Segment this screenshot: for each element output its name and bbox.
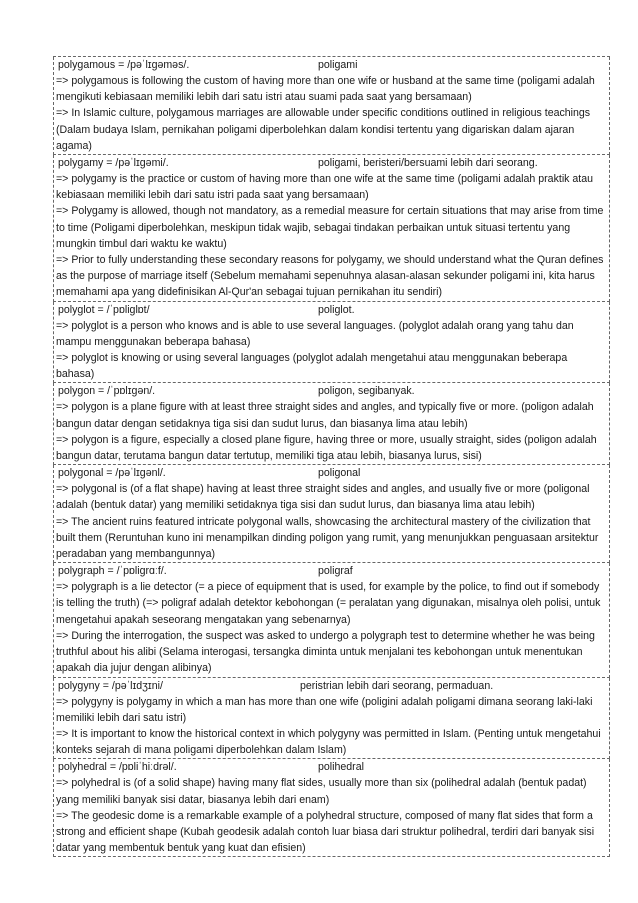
- glossary-entry: [53, 759, 610, 857]
- entry-heading: [56, 155, 607, 171]
- entry-example-line: => polygyny is polygamy in which a man has more than one wife (poligini adalah poligami dimana seorang laki-laki memiliki lebih dari satu istri): [56, 695, 593, 724]
- entry-example-line: => polygon is a figure, especially a closed plane figure, having three or more, usually straight, sides (poligon adalah bangun datar, terutama bangun datar tertutup, memiliki tiga atau lebih, biasanya lurus, sisi): [56, 433, 597, 463]
- entry-heading: [56, 302, 607, 318]
- entry-translation: poligami, beristeri/bersuami lebih dari seorang.: [318, 157, 538, 170]
- entry-translation: polihedral: [318, 761, 364, 774]
- entry-heading: [56, 383, 607, 399]
- entry-term: polygon = /ˈpɒlɪɡən/.: [58, 385, 156, 398]
- glossary-entry: [53, 678, 610, 760]
- glossary-entry: [53, 383, 610, 465]
- entry-term: polyglot = /ˈpɒliɡlɒt/: [58, 303, 150, 316]
- entry-example-line: => The ancient ruins featured intricate polygonal walls, showcasing the architectural mastery of the civilization that built them (Reruntuhan kuno ini menampilkan dinding poligon yang rumit, yang menunjukkan penguasaan arsitektur peradaban yang membangunnya): [56, 515, 599, 561]
- entry-heading: [56, 678, 607, 694]
- entry-example-line: => polygon is a plane figure with at least three straight sides and angles, and typically five or more. (poligon adalah bangun datar dengan setidaknya tiga sisi dan sudut lurus, dan biasanya lima atau lebih): [56, 401, 594, 430]
- entry-heading: [56, 759, 607, 775]
- entry-heading: [56, 57, 607, 73]
- entry-translation: poliglot.: [318, 303, 355, 316]
- entry-example-line: => Polygamy is allowed, though not mandatory, as a remedial measure for certain situations that may arise from time to time (Poligami diperbolehkan, meskipun tidak wajib, sebagai tindakan perbaikan untuk situasi tertentu yang mungkin timbul dari waktu ke waktu): [56, 205, 604, 250]
- glossary-entry: [53, 155, 610, 302]
- entry-example-line: => polyhedral is (of a solid shape) having many flat sides, usually more than six (polihedral adalah (bentuk padat) yang memiliki banyak sisi datar, biasanya lebih dari enam): [56, 777, 587, 806]
- entry-translation: peristrian lebih dari seorang, permaduan.: [300, 679, 494, 692]
- entry-example-line: => During the interrogation, the suspect was asked to undergo a polygraph test to determine whether he was being truthful about his alibi (Selama interogasi, tersangka diminta untuk menjalani tes kebohongan untuk menentukan apakah dia jujur dengan alibinya): [56, 629, 595, 675]
- entry-term: polygonal = /pəˈlɪɡənl/.: [58, 467, 166, 480]
- glossary-entry: [53, 302, 610, 384]
- entry-translation: poligonal: [318, 467, 361, 480]
- entry-example-line: => polyglot is a person who knows and is able to use several languages. (polyglot adalah orang yang tahu dan mampu menggunakan beberapa bahasa): [56, 319, 574, 348]
- entry-example-line: => polygonal is (of a flat shape) having at least three straight sides and angles, and usually five or more (poligonal adalah (bentuk datar) yang memiliki setidaknya tiga sisi dan sudut lurus, dan biasanya lima atau lebih): [56, 483, 590, 512]
- entry-example-line: => It is important to know the historical context in which polygyny was permitted in Islam. (Penting untuk mengetahui konteks sejarah di mana poligami diperbolehkan dalam Islam): [56, 727, 601, 757]
- entry-example-line: => polygraph is a lie detector (= a piece of equipment that is used, for example by the police, to find out if somebody is telling the truth) (=> poligraf adalah detektor kebohongan (= peralatan yang digunakan, misalnya oleh polisi, untuk mengetahui apakah seseorang mengatakan yang sebenarnya): [56, 581, 601, 626]
- entry-example-line: => In Islamic culture, polygamous marriages are allowable under specific conditions outlined in religious teachings (Dalam budaya Islam, pernikahan poligami diperbolehkan dalam kondisi tertentu yang digariskan dalam ajaran agama): [56, 107, 591, 152]
- glossary-entry: [53, 465, 610, 563]
- glossary-entry: [53, 57, 610, 155]
- entry-heading: [56, 465, 607, 481]
- entry-term: polygraph = /ˈpɒliɡrɑːf/.: [58, 565, 167, 578]
- entry-term: polygamy = /pəˈlɪɡəmi/.: [58, 157, 169, 170]
- entry-term: polygamous = /pəˈlɪɡəməs/.: [58, 59, 190, 71]
- entry-translation: poligraf: [318, 565, 353, 578]
- entry-example-line: => polyglot is knowing or using several languages (polyglot adalah mengetahui atau menggunakan beberapa bahasa): [56, 352, 568, 381]
- entry-heading: [56, 563, 607, 579]
- glossary-entries: [53, 56, 610, 857]
- entry-translation: poligon, segibanyak.: [318, 385, 415, 398]
- entry-example-line: => polygamous is following the custom of having more than one wife or husband at the same time (poligami adalah mengikuti kebiasaan memiliki lebih dari satu istri atau suami pada saat yang bersamaan): [56, 75, 595, 104]
- glossary-entry: [53, 563, 610, 677]
- entry-example-line: => The geodesic dome is a remarkable example of a polyhedral structure, composed of many flat sides that form a strong and efficient shape (Kubah geodesik adalah contoh luar biasa dari struktur polihedral, terdiri dari banyak sisi datar yang membentuk bentuk yang kuat dan efisien): [56, 809, 595, 855]
- entry-term: polyhedral = /pɒliˈhiːdrəl/.: [58, 761, 177, 774]
- entry-example-line: => Prior to fully understanding these secondary reasons for polygamy, we should understand what the Quran defines as the purpose of marriage itself (Sebelum memahami sepenuhnya alasan-alasan sekunder poligami ini, kita harus memahami apa yang didefinisikan Al-Qur'an sebagai tujuan pernikahan itu sendiri): [56, 254, 604, 299]
- entry-example-line: => polygamy is the practice or custom of having more than one wife at the same time (poligami adalah praktik atau kebiasaan memiliki lebih dari satu istri pada saat yang bersamaan): [56, 173, 594, 202]
- entry-term: polygyny = /pəˈlɪdʒɪni/: [58, 679, 163, 692]
- entry-translation: poligami: [318, 59, 358, 71]
